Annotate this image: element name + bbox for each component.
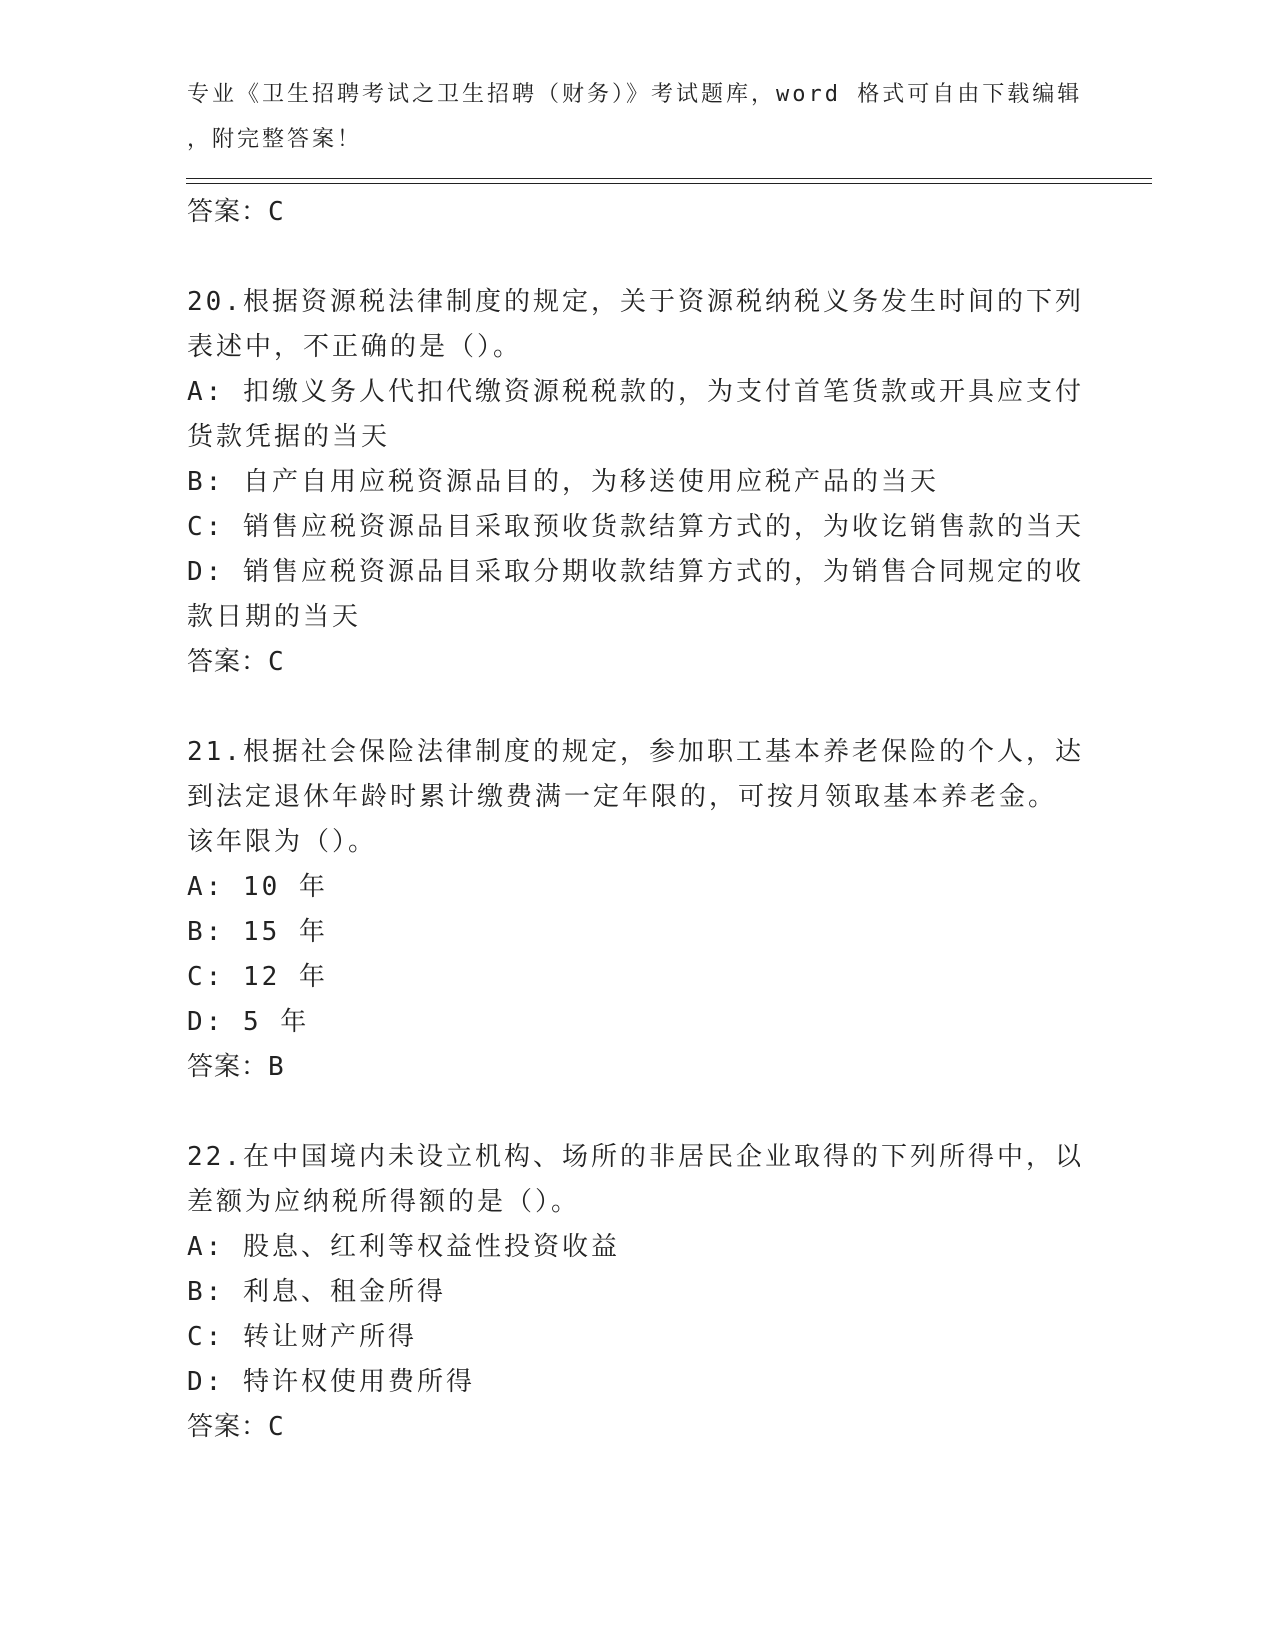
option-text: 货款凭据的当天 <box>187 422 391 452</box>
option-text: 款日期的当天 <box>187 602 362 632</box>
spacer <box>187 234 1087 280</box>
option-text: C: 销售应税资源品目采取预收货款结算方式的，为收讫销售款的当天 <box>187 512 1084 542</box>
option-text: B: 自产自用应税资源品目的，为移送使用应税产品的当天 <box>187 467 939 497</box>
option-text: D: 5 年 <box>187 1007 310 1037</box>
question-text: 表述中，不正确的是（）。 <box>187 332 523 362</box>
option-text: A: 股息、红利等权益性投资收益 <box>187 1232 620 1262</box>
option-text: A: 10 年 <box>187 872 328 902</box>
spacer <box>187 684 1087 730</box>
question-block <box>187 1135 1087 1449</box>
document-header <box>187 72 1083 162</box>
answer-line: 答案：C <box>187 1412 285 1442</box>
question-list <box>187 190 1087 1449</box>
answer-line: 答案：C <box>187 197 285 227</box>
question-text: 到法定退休年龄时累计缴费满一定年限的，可按月领取基本养老金。 <box>187 782 1058 812</box>
question-text: 该年限为（）。 <box>187 827 378 857</box>
question-text: 20.根据资源税法律制度的规定，关于资源税纳税义务发生时间的下列 <box>187 287 1084 317</box>
header-divider <box>186 178 1152 179</box>
option-text: C: 12 年 <box>187 962 328 992</box>
spacer <box>187 1089 1087 1135</box>
question-block <box>187 280 1087 684</box>
answer-line: 答案：C <box>187 647 285 677</box>
option-text: D: 销售应税资源品目采取分期收款结算方式的，为销售合同规定的收 <box>187 557 1084 587</box>
question-block <box>187 730 1087 1089</box>
option-text: A: 扣缴义务人代扣代缴资源税税款的，为支付首笔货款或开具应支付 <box>187 377 1084 407</box>
option-text: B: 15 年 <box>187 917 328 947</box>
answer-line: 答案：B <box>187 1052 285 1082</box>
header-divider <box>186 183 1152 184</box>
question-text: 22.在中国境内未设立机构、场所的非居民企业取得的下列所得中，以 <box>187 1142 1084 1172</box>
question-text: 差额为应纳税所得额的是（）。 <box>187 1187 581 1217</box>
option-text: C: 转让财产所得 <box>187 1322 417 1352</box>
header-line: ，附完整答案！ <box>187 127 363 152</box>
question-text: 21.根据社会保险法律制度的规定，参加职工基本养老保险的个人，达 <box>187 737 1084 767</box>
option-text: B: 利息、租金所得 <box>187 1277 446 1307</box>
header-line: 专业《卫生招聘考试之卫生招聘（财务）》考试题库，word 格式可自由下载编辑 <box>187 82 1083 107</box>
option-text: D: 特许权使用费所得 <box>187 1367 475 1397</box>
